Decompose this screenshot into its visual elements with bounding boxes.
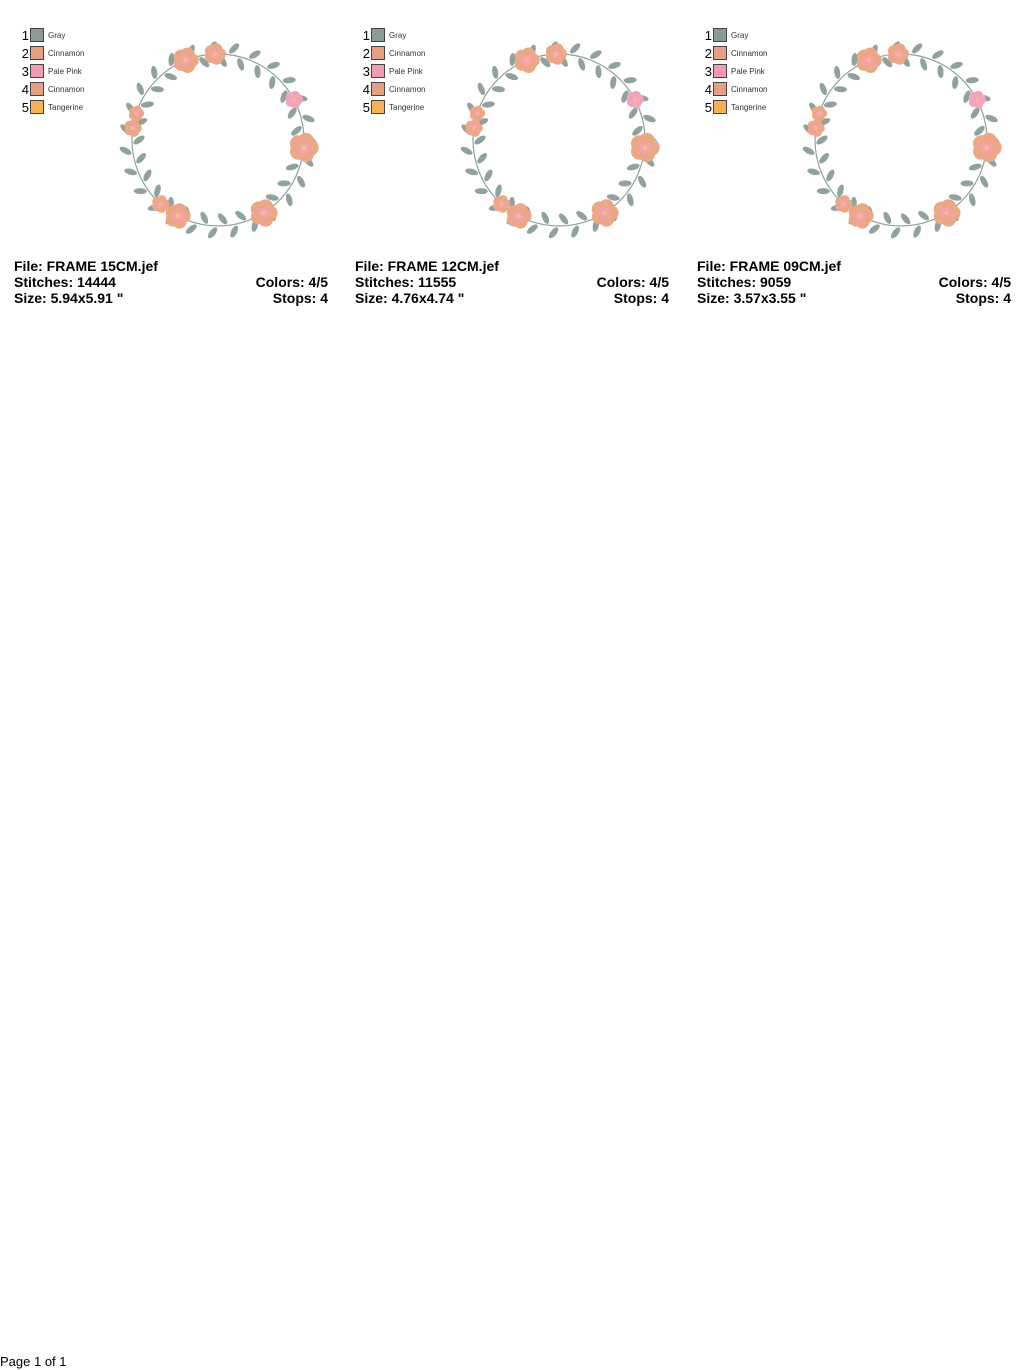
legend-number: 3 [362,63,370,79]
file-name: File: FRAME 09CM.jef [697,258,841,274]
legend-name: Pale Pink [389,66,423,76]
design-panel-1 [14,22,334,322]
color-count: Colors: 4/5 [255,274,328,290]
leaf [216,212,229,226]
design-size: Size: 5.94x5.91 " [14,290,124,306]
leaf [847,72,861,82]
flower [251,199,278,226]
legend-number: 1 [362,27,370,43]
stop-count: Stops: 4 [272,290,328,306]
legend-row [361,98,425,116]
leaf [227,42,240,55]
leaf [135,151,148,165]
legend-number: 3 [704,63,712,79]
legend-number: 5 [21,99,29,115]
floral-wreath-preview [118,40,328,250]
leaf [206,226,219,240]
leaf [525,223,539,236]
legend-swatch [371,46,385,60]
leaf [960,180,973,186]
leaf [818,151,831,165]
legend-name: Pale Pink [731,66,765,76]
leaf [882,211,893,225]
leaf [618,180,631,186]
leaf [141,101,155,109]
legend-swatch [713,100,727,114]
leaf [248,49,262,61]
leaf [910,42,923,55]
leaf [917,209,931,222]
legend-name: Tangerine [389,102,425,112]
leaf [607,61,621,71]
flower [290,133,319,162]
leaf [482,101,496,109]
leaf [199,211,210,225]
legend-number: 2 [362,45,370,61]
leaf [899,212,912,226]
leaf [150,65,158,79]
legend-swatch [30,82,44,96]
leaf [475,188,488,194]
legend-row [361,44,425,62]
color-count: Colors: 4/5 [596,274,669,290]
leaf [492,86,505,93]
leaf [459,145,473,156]
floral-wreath-preview [801,40,1011,250]
flower [857,48,882,73]
legend-row [703,98,767,116]
stop-count: Stops: 4 [955,290,1011,306]
legend-row [703,80,767,98]
legend-name: Cinnamon [389,84,426,94]
legend-row [703,62,767,80]
flower [973,133,1002,162]
leaf [285,162,299,171]
legend-row [20,80,84,98]
leaf [949,61,963,71]
legend-number: 4 [362,81,370,97]
leaf [817,188,830,194]
legend-swatch [30,46,44,60]
leaf [834,86,847,93]
legend-swatch [713,28,727,42]
design-panel-2 [355,22,675,322]
leaf [609,76,617,90]
legend-row [20,44,84,62]
leaf [283,77,296,84]
legend-number: 3 [21,63,29,79]
leaf [476,151,489,165]
legend-swatch [371,100,385,114]
flower [627,91,644,109]
legend-swatch [371,28,385,42]
legend-swatch [30,64,44,78]
leaf [229,224,240,238]
leaf [589,49,603,61]
leaf [118,145,132,156]
leaf [301,113,315,123]
leaf [951,76,959,90]
legend-row [703,44,767,62]
leaf [505,72,519,82]
leaf [483,168,494,182]
stop-count: Stops: 4 [613,290,669,306]
legend-row [20,26,84,44]
leaf [889,226,902,240]
leaf [491,65,499,79]
leaf [570,224,581,238]
leaf [124,167,138,176]
leaf [825,168,836,182]
leaf [624,77,637,84]
leaf [968,193,977,207]
legend-swatch [713,64,727,78]
leaf [575,209,589,222]
stitch-count: Stitches: 9059 [697,274,792,290]
leaf [465,167,479,176]
leaf [807,167,821,176]
color-legend [361,26,425,116]
leaf [867,223,881,236]
leaf [931,49,945,61]
leaf [295,175,306,189]
file-name: File: FRAME 15CM.jef [14,258,158,274]
leaf [912,224,923,238]
legend-number: 5 [362,99,370,115]
flower [174,48,199,73]
legend-row [20,62,84,80]
legend-number: 1 [704,27,712,43]
legend-row [20,98,84,116]
legend-number: 2 [704,45,712,61]
leaf [818,82,828,96]
leaf [577,57,587,71]
legend-name: Cinnamon [48,48,85,58]
leaf [277,180,290,186]
flower [934,199,961,226]
leaf [636,175,647,189]
design-size: Size: 3.57x3.55 " [697,290,807,306]
flower [631,133,660,162]
design-size: Size: 4.76x4.74 " [355,290,465,306]
stitch-count: Stitches: 14444 [14,274,116,290]
legend-row [361,80,425,98]
flower [286,91,303,109]
legend-row [361,26,425,44]
legend-name: Cinnamon [48,84,85,94]
color-legend [20,26,84,116]
legend-number: 4 [704,81,712,97]
leaf [476,82,486,96]
leaf [234,209,248,222]
leaf [540,211,551,225]
leaf [968,162,982,171]
color-count: Colors: 4/5 [938,274,1011,290]
legend-swatch [371,82,385,96]
color-legend [703,26,767,116]
leaf [978,175,989,189]
leaf [824,101,838,109]
legend-name: Tangerine [48,102,84,112]
legend-name: Gray [731,30,749,40]
legend-name: Gray [389,30,407,40]
design-info [14,258,328,306]
floral-wreath-preview [459,40,669,250]
leaf [919,57,929,71]
design-panel-3 [697,22,1017,322]
leaf [184,223,198,236]
legend-number: 4 [21,81,29,97]
legend-row [361,62,425,80]
design-info [355,258,669,306]
leaf [833,65,841,79]
leaf [966,77,979,84]
leaf [626,193,635,207]
page-footer: Page 1 of 1 [0,1354,67,1369]
legend-row [703,26,767,44]
leaf [626,162,640,171]
leaf [801,145,815,156]
leaf [134,188,147,194]
file-name: File: FRAME 12CM.jef [355,258,499,274]
leaf [285,193,294,207]
legend-swatch [30,28,44,42]
flower [515,48,540,73]
flower [592,199,619,226]
legend-swatch [713,46,727,60]
legend-name: Gray [48,30,66,40]
legend-name: Cinnamon [731,84,768,94]
legend-swatch [713,82,727,96]
design-info [697,258,1011,306]
leaf [984,113,998,123]
leaf [266,61,280,71]
leaf [642,113,656,123]
leaf [547,226,560,240]
leaf [937,65,944,78]
legend-number: 5 [704,99,712,115]
leaf [595,65,602,78]
legend-name: Cinnamon [731,48,768,58]
legend-swatch [371,64,385,78]
stitch-count: Stitches: 11555 [355,274,457,290]
legend-swatch [30,100,44,114]
legend-number: 1 [21,27,29,43]
leaf [268,76,276,90]
leaf [135,82,145,96]
leaf [557,212,570,226]
leaf [164,72,178,82]
legend-number: 2 [21,45,29,61]
leaf [236,57,246,71]
legend-name: Pale Pink [48,66,82,76]
legend-name: Tangerine [731,102,767,112]
leaf [568,42,581,55]
flower [969,91,986,109]
leaf [151,86,164,93]
leaf [142,168,153,182]
legend-name: Cinnamon [389,48,426,58]
leaf [254,65,261,78]
